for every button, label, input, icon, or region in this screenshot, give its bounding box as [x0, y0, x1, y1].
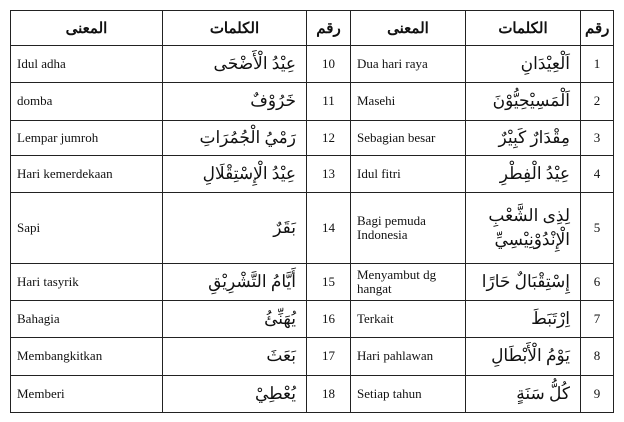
- header-number-left: رقم: [307, 11, 351, 46]
- table-row: [11, 83, 614, 120]
- number-cell: 1: [581, 46, 614, 83]
- meaning-cell: Idul adha: [11, 46, 163, 83]
- table-row: [11, 263, 614, 300]
- arabic-word-cell: أَيَّامُ التَّشْرِيْقِ: [163, 263, 307, 300]
- number-cell: 6: [581, 263, 614, 300]
- arabic-word-cell: رَمْيُ الْجُمُرَاتِ: [163, 120, 307, 155]
- vocabulary-table: [10, 10, 614, 413]
- meaning-cell: Bagi pemuda Indonesia: [351, 193, 466, 264]
- meaning-cell: Dua hari raya: [351, 46, 466, 83]
- header-number-right: رقم: [581, 11, 614, 46]
- arabic-word-cell: خَرُوْفٌ: [163, 83, 307, 120]
- number-cell: 11: [307, 83, 351, 120]
- arabic-word-cell: عِيْدُ الْفِطْرِ: [466, 155, 581, 192]
- number-cell: 18: [307, 375, 351, 412]
- meaning-cell: Masehi: [351, 83, 466, 120]
- arabic-word-cell: عِيْدُ الْأَضْحَى: [163, 46, 307, 83]
- meaning-cell: Membangkitkan: [11, 338, 163, 375]
- table-row: [11, 193, 614, 264]
- header-words-right: الكلمات: [466, 11, 581, 46]
- arabic-word-cell: اَلْعِيْدَانِ: [466, 46, 581, 83]
- arabic-word-line: لِذِى الشَّعْبِ: [488, 205, 570, 225]
- meaning-cell: Hari tasyrik: [11, 263, 163, 300]
- number-cell: 17: [307, 338, 351, 375]
- number-cell: 14: [307, 193, 351, 264]
- table-row: [11, 46, 614, 83]
- header-meaning-right: المعنى: [351, 11, 466, 46]
- number-cell: 5: [581, 193, 614, 264]
- table-row: [11, 301, 614, 338]
- number-cell: 8: [581, 338, 614, 375]
- meaning-cell: Terkait: [351, 301, 466, 338]
- table-row: [11, 155, 614, 192]
- number-cell: 7: [581, 301, 614, 338]
- arabic-word-cell: كُلُّ سَنَةٍ: [466, 375, 581, 412]
- meaning-cell: Memberi: [11, 375, 163, 412]
- arabic-word-cell: [466, 193, 581, 264]
- meaning-cell: Menyambut dg hangat: [351, 263, 466, 300]
- arabic-word-cell: يُعْطِيْ: [163, 375, 307, 412]
- table-row: [11, 338, 614, 375]
- meaning-cell: domba: [11, 83, 163, 120]
- arabic-word-cell: إِسْتِقْبَالٌ حَارًا: [466, 263, 581, 300]
- arabic-word-cell: مِقْدَارٌ كَبِيْرٌ: [466, 120, 581, 155]
- number-cell: 15: [307, 263, 351, 300]
- table-row: [11, 375, 614, 412]
- number-cell: 2: [581, 83, 614, 120]
- arabic-word-cell: اَلْمَسِيْحِيُّوْنَ: [466, 83, 581, 120]
- header-words-left: الكلمات: [163, 11, 307, 46]
- arabic-word-cell: يُهَنِّئُ: [163, 301, 307, 338]
- number-cell: 3: [581, 120, 614, 155]
- meaning-cell: Setiap tahun: [351, 375, 466, 412]
- arabic-word-line: الْإِنْدُوْنِيْسِيِّ: [494, 229, 570, 249]
- number-cell: 4: [581, 155, 614, 192]
- meaning-cell: Lempar jumroh: [11, 120, 163, 155]
- number-cell: 13: [307, 155, 351, 192]
- meaning-cell: Bahagia: [11, 301, 163, 338]
- arabic-word-cell: اِرْتَبَطَ: [466, 301, 581, 338]
- arabic-word-cell: عِيْدُ الْإِسْتِقْلَالِ: [163, 155, 307, 192]
- meaning-cell: Hari kemerdekaan: [11, 155, 163, 192]
- number-cell: 12: [307, 120, 351, 155]
- number-cell: 10: [307, 46, 351, 83]
- header-row: [11, 11, 614, 46]
- meaning-cell: Sebagian besar: [351, 120, 466, 155]
- table-row: [11, 120, 614, 155]
- meaning-cell: Hari pahlawan: [351, 338, 466, 375]
- number-cell: 16: [307, 301, 351, 338]
- header-meaning-left: المعنى: [11, 11, 163, 46]
- meaning-cell: Idul fitri: [351, 155, 466, 192]
- arabic-word-cell: بَقَرٌ: [163, 193, 307, 264]
- arabic-word-cell: يَوْمُ الْأَبْطَالِ: [466, 338, 581, 375]
- arabic-word-cell: بَعَثَ: [163, 338, 307, 375]
- number-cell: 9: [581, 375, 614, 412]
- meaning-cell: Sapi: [11, 193, 163, 264]
